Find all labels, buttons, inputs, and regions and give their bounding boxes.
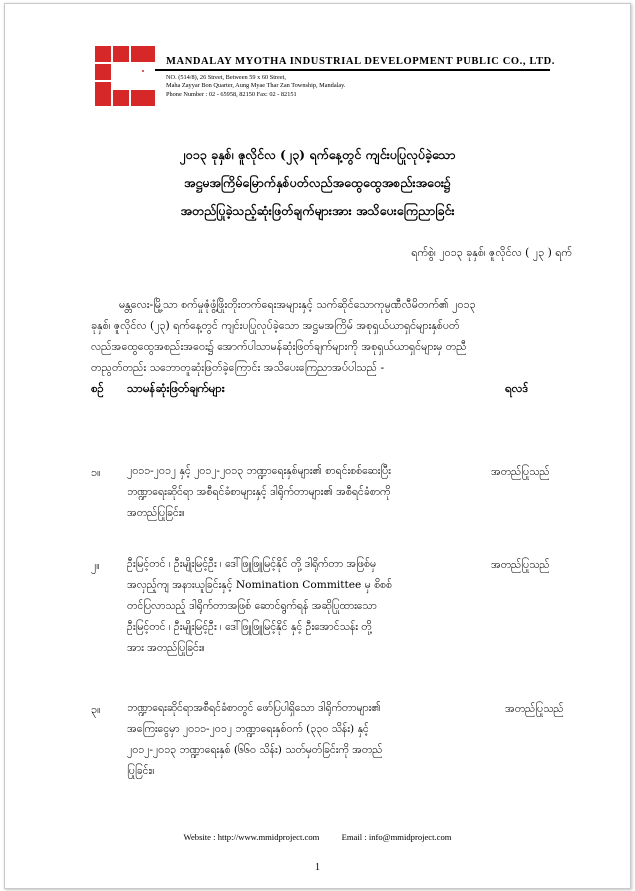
company-name: MANDALAY MYOTHA INDUSTRIAL DEVELOPMENT PUBLIC CO., LTD.: [166, 56, 555, 67]
item-line: အား အတည်ပြုခြင်း။: [127, 642, 205, 654]
item-line: အကြေးငွေမှာ ၂၀၁၁-၂၀၁၂ ဘဏ္ဍာရေးနှစ်ဝက် (၃၃၀ သိန်း) နှင့်: [127, 723, 369, 735]
intro-line-4: တညွတ်တည်း သဘောတူဆုံးဖြတ်ခဲ့ကြောင်း အသိပေးကြေညာအပ်ပါသည် -: [91, 361, 385, 374]
item-result: အတည်ပြုသည်: [491, 559, 550, 571]
address-line-1: NO. (514/8), 26 Street, Between 59 x 60 Street,: [166, 74, 286, 81]
elephant-logo-icon: [95, 46, 155, 106]
column-header-result: ရလဒ်: [505, 381, 529, 395]
item-line: အလှည့်ကျ အနားယူခြင်းနှင့် Nomination Committee မှ စိစစ်: [127, 579, 392, 591]
intro-line-1: မန္တလေး-မြို့သာ စက်မှုဇုံဖွံ့ဖြိုးတိုးတက်ရေးအများနှင့် သက်ဆိုင်သောကုမ္ပဏီလီမိတက်၏ ၂၀၁၃: [119, 298, 476, 311]
item-line: ဦးမြင့်တင် ၊ ဦးမျိုးမြင့်ဦး ၊ ဒေါ်ဖြူဖြူမြင့်နိုင် နှင့် ဦးအောင်သန်း တို့: [127, 621, 372, 633]
item-line: ပြုခြင်း။: [127, 765, 155, 777]
resolution-item: [127, 554, 485, 659]
title-line-2: အဋ္ဌမအကြိမ်မြောက်နှစ်ပတ်လည်အထွေထွေအစည်းအဝေး၌: [184, 175, 451, 190]
intro-paragraph: [91, 294, 574, 378]
column-header-resolution: သာမန်ဆုံးဖြတ်ချက်များ: [127, 381, 225, 395]
title-line-1: ၂၀၁၃ ခုနှစ်၊ ဇူလိုင်လ (၂၃) ရက်နေ့တွင် ကျင်းပပြုလုပ်ခဲ့သော: [179, 147, 456, 162]
address-line-2: Maha Zayyar Bon Quarter, Aung Myae Thar Zan Township, Mandalay.: [166, 82, 346, 90]
item-number: ၃။: [91, 703, 101, 716]
document-date: ရက်စွဲ၊ ၂၀၁၃ ခုနှစ်၊ ဇူလိုင်လ ( ၂၃ ) ရက်: [411, 246, 572, 259]
resolution-item: [127, 698, 485, 782]
item-line: ဘဏ္ဍာရေးဆိုင်ရာအစီရင်ခံစာတွင် ဖော်ပြပါရှိသော ဒါရိုက်တာများ၏: [127, 702, 381, 714]
company-logo: [95, 46, 155, 106]
item-line: ဦးမြင့်တင် ၊ ဦးမျိုးမြင့်ဦး ၊ ဒေါ်ဖြူဖြူမြင့်နိုင် တို့ ဒါရိုက်တာ အဖြစ်မှ: [127, 558, 376, 570]
item-line: တင်ပြလာသည့် ဒါရိုက်တာအဖြစ် ဆောင်ရွက်ရန် အဆိုပြုထားသော: [127, 600, 377, 612]
intro-line-3: လည်အထွေထွေအစည်းအဝေး၌ အောက်ပါသာမန်ဆုံးဖြတ်ချက်များကို အစုရှယ်ယာရှင်များမှ တညီ: [91, 340, 467, 353]
header-divider: [155, 69, 550, 71]
footer-contact: [5, 832, 630, 842]
email-link[interactable]: info@mmidproject.com: [368, 832, 452, 842]
item-result: အတည်ပြုသည်: [491, 466, 550, 478]
email-label: Email :: [341, 832, 367, 842]
item-line: ၂၀၁၂-၂၀၁၃ ဘဏ္ဍာရေးနှစ် (၆၆၀ သိန်း) သတ်မှတ်ခြင်းကို အတည်: [127, 744, 383, 756]
item-number: ၂။: [91, 559, 100, 572]
column-header-no: စဉ်: [91, 381, 104, 395]
intro-line-2: ခုနှစ်၊ ဇူလိုင်လ (၂၃) ရက်နေ့တွင် ကျင်းပပြုလုပ်ခဲ့သော အဋ္ဌမအကြိမ် အစုရှယ်ယာရှင်များနှစ်ပတ်: [91, 319, 460, 332]
page-number: 1: [315, 862, 320, 873]
phone-line: Phone Number : 02 - 65958, 82150 Fax: 02 - 82151: [166, 90, 297, 98]
document-page: [4, 3, 631, 889]
company-address: [166, 74, 345, 99]
item-line: ၂၀၁၁-၂၀၁၂ နှင့် ၂၀၁၂-၂၀၁၃ ဘဏ္ဍာရေးနှစ်များ၏ စာရင်းစစ်ဆေးပြီး: [127, 465, 391, 477]
item-line: ဘဏ္ဍာရေးဆိုင်ရာ အစီရင်ခံစာများနှင့် ဒါရိုက်တာများ၏ အစီရင်ခံစာကို: [127, 486, 391, 498]
title-line-3: အတည်ပြုခဲ့သည့်ဆုံးဖြတ်ချက်များအား အသိပေးကြေညာခြင်း: [180, 203, 455, 218]
item-line: အတည်ပြုခြင်း။: [127, 507, 185, 519]
item-result: အတည်ပြုသည်: [505, 703, 564, 715]
item-number: ၁။: [91, 466, 101, 479]
resolution-item: [127, 461, 485, 524]
website-link[interactable]: http://www.mmidproject.com: [217, 832, 320, 842]
website-label: Website :: [183, 832, 216, 842]
